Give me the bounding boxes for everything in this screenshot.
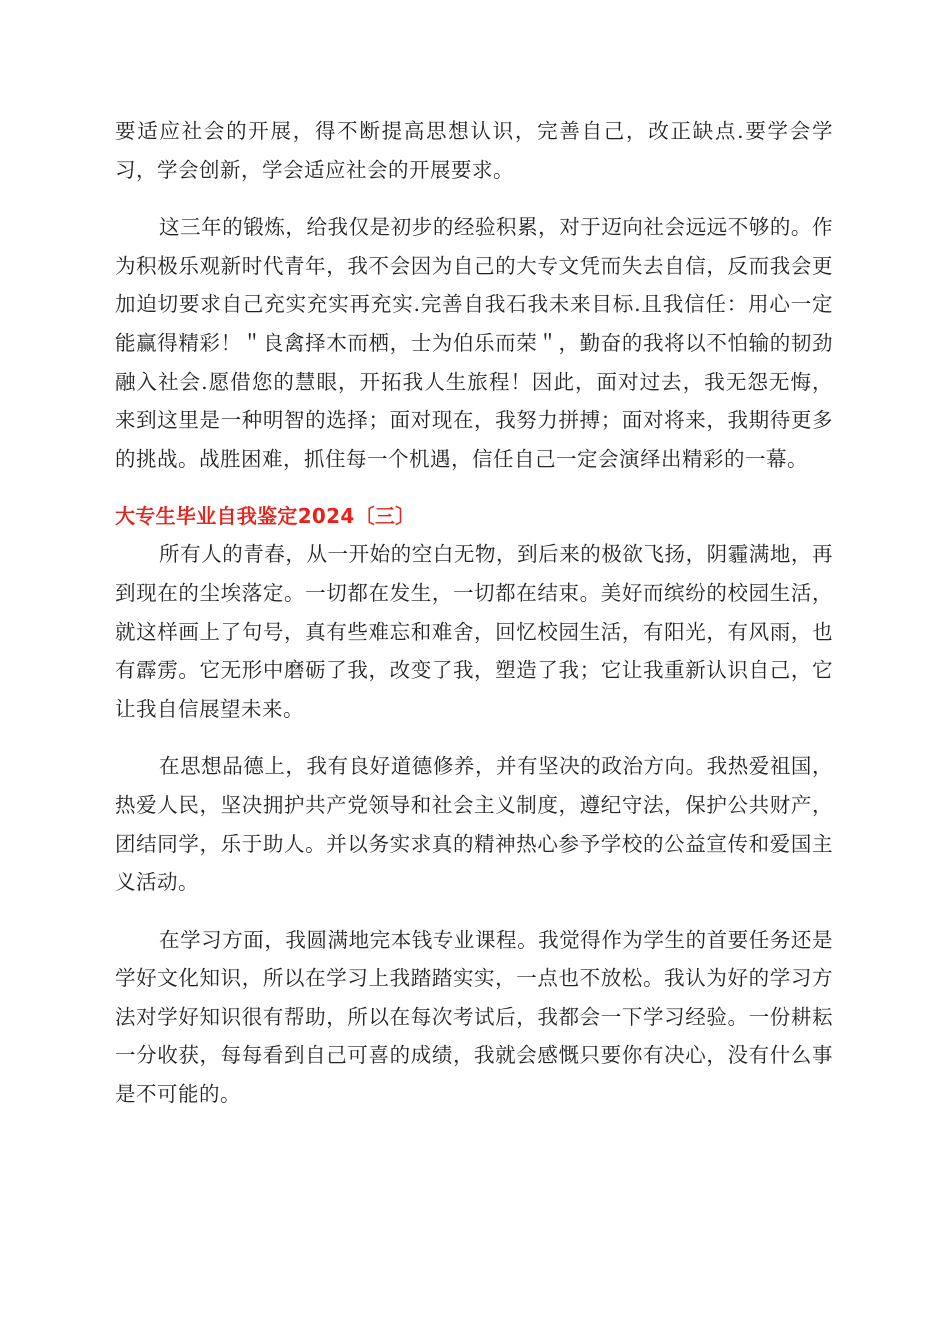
paragraph-continuation: 要适应社会的开展，得不断提高思想认识，完善自己，改正缺点.要学会学习，学会创新，学会适应社会的开展要求。 xyxy=(115,119,833,182)
paragraph-experience: 这三年的锻炼，给我仅是初步的经验积累，对于迈向社会远远不够的。作为积极乐观新时代青年，我不会因为自己的大专文凭而失去自信，反而我会更加迫切要求自己充实充实再充实.完善自我石我未来目标.且我信任：用心一定能赢得精彩！＂良禽择木而栖，士为伯乐而荣＂，勤奋的我将以不怕输的韧劲融入社会.愿借您的慧眼，开拓我人生旅程！因此，面对过去，我无怨无悔，来到这里是一种明智的选择；面对现在，我努力拼搏；面对将来，我期待更多的挑战。战胜困难，抓住每一个机遇，信任自己一定会演绎出精彩的一幕。 xyxy=(115,215,833,471)
document-page xyxy=(115,112,833,1133)
paragraph-morality: 在思想品德上，我有良好道德修养，并有坚决的政治方向。我热爱祖国，热爱人民，坚决拥护共产党领导和社会主义制度，遵纪守法，保护公共财产，团结同学，乐于助人。并以务实求真的精神热心参予学校的公益宣传和爱国主义活动。 xyxy=(115,754,833,895)
section-heading: 大专生毕业自我鉴定2024〔三〕 xyxy=(115,504,416,529)
paragraph-youth: 所有人的青春，从一开始的空白无物，到后来的极欲飞扬，阴霾满地，再到现在的尘埃落定。一切都在发生，一切都在结束。美好而缤纷的校园生活，就这样画上了句号，真有些难忘和难舍，回忆校园生活，有阳光，有风雨，也有霹雳。它无形中磨砺了我，改变了我，塑造了我；它让我重新认识自己，它让我自信展望未来。 xyxy=(115,542,833,721)
paragraph-study: 在学习方面，我圆满地完本钱专业课程。我觉得作为学生的首要任务还是学好文化知识，所以在学习上我踏踏实实，一点也不放松。我认为好的学习方法对学好知识很有帮助，所以在每次考试后，我都会一下学习经验。一份耕耘一分收获，每每看到自己可喜的成绩，我就会感慨只要你有决心，没有什么事是不可能的。 xyxy=(115,927,833,1107)
